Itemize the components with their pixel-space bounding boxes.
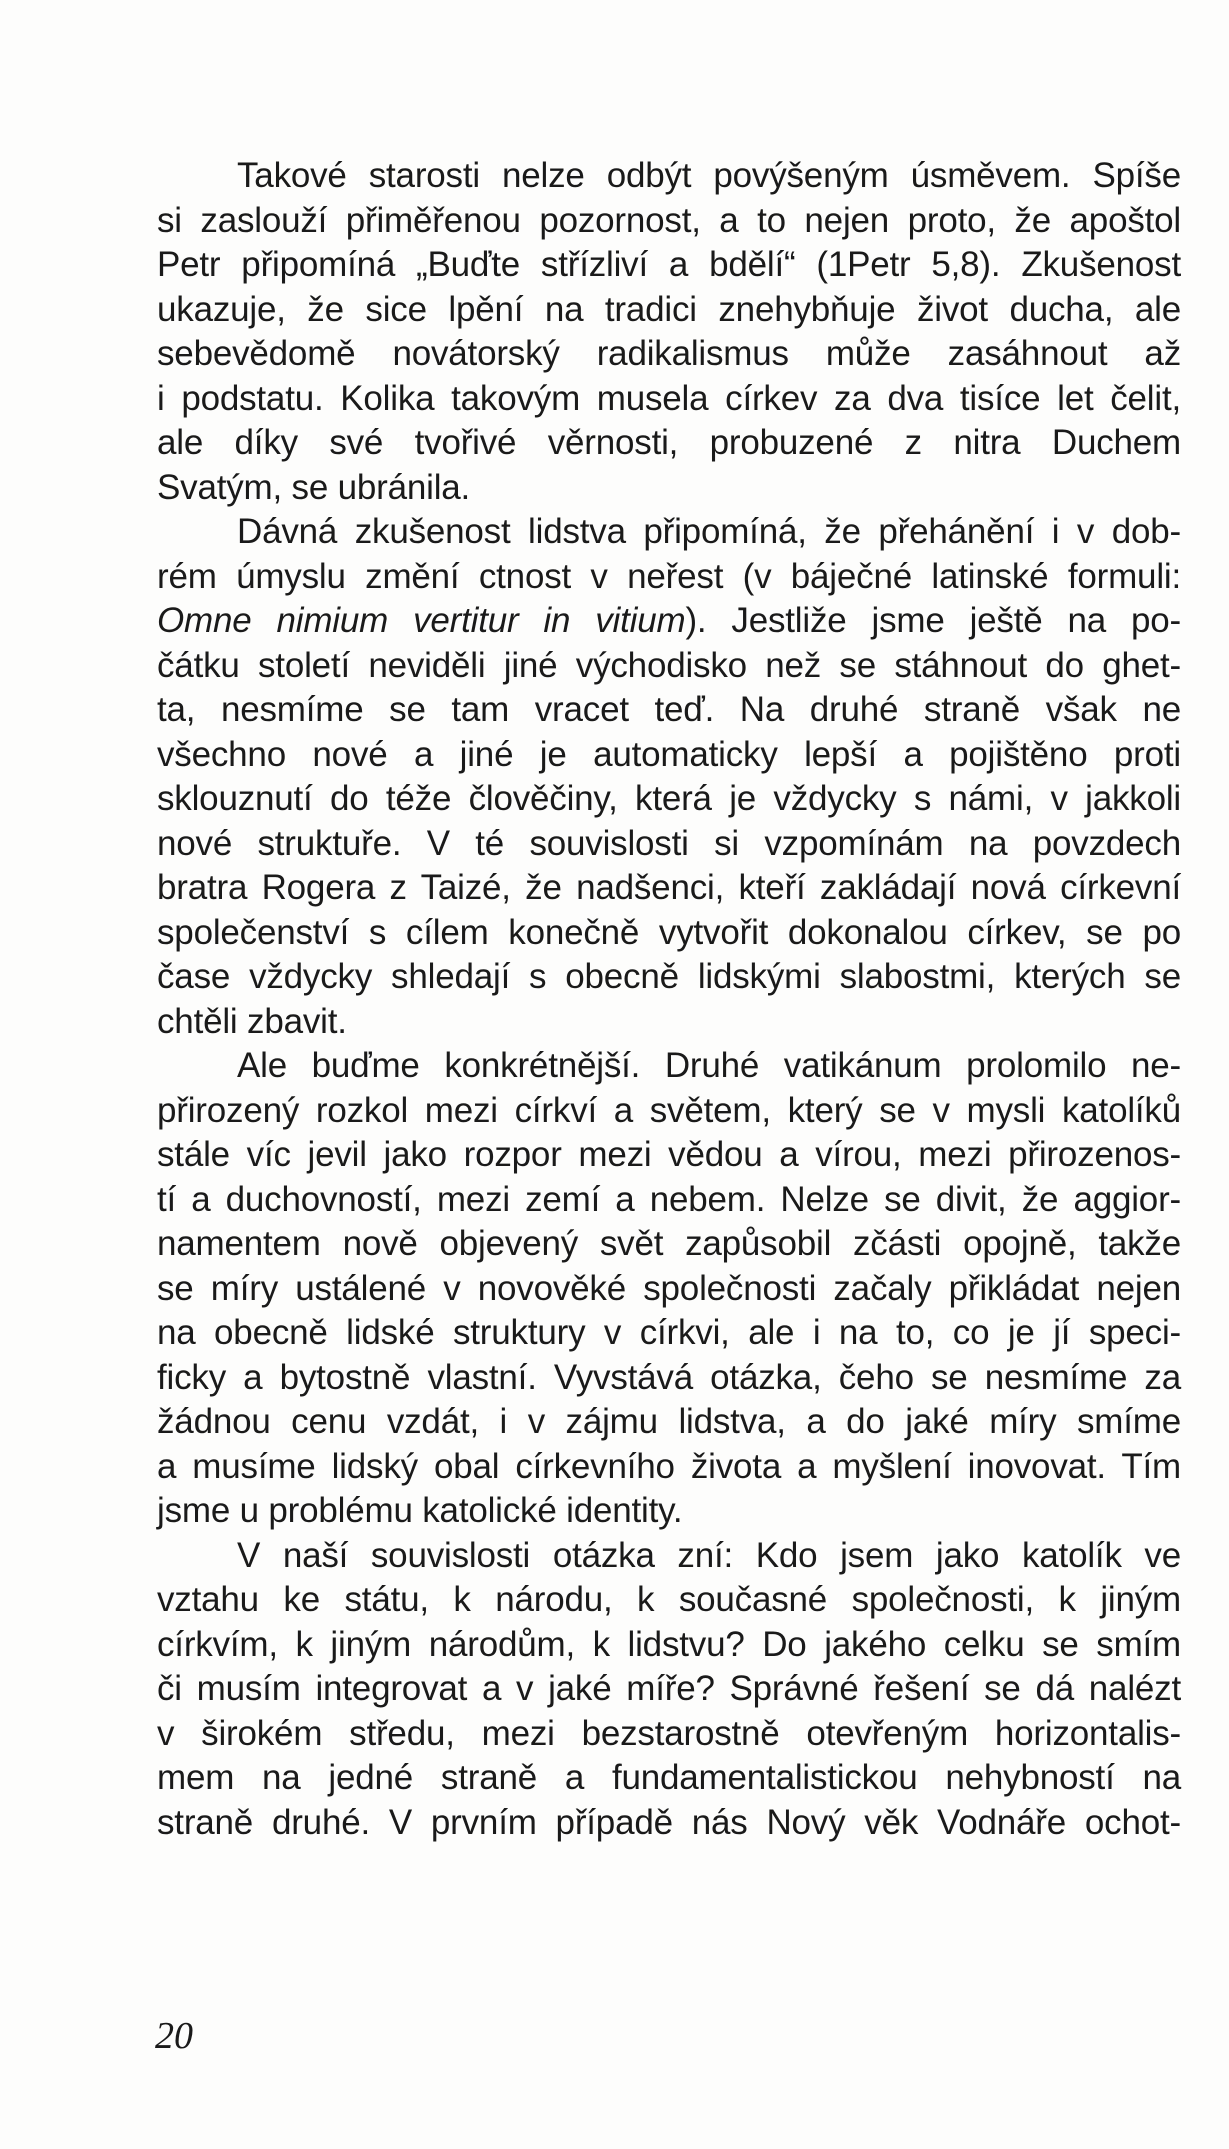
text-line: Ale buďme konkrétnější. Druhé vatikánum prolomilo ne- [237,1046,1181,1085]
text-line: V naší souvislosti otázka zní: Kdo jsem jako katolík ve [237,1535,1181,1575]
text-line: nové struktuře. V té souvislosti si vzpomínám na povzdech [157,823,1181,863]
text-line: rém úmyslu změní ctnost v neřest (v báječné latinské formuli: [157,556,1181,596]
text-line: sebevědomě novátorský radikalismus může zasáhnout až [157,334,1181,373]
text-line: namentem nově objevený svět zapůsobil zčásti opojně, takže [157,1224,1181,1263]
text-line: ukazuje, že sice lpění na tradici znehybňuje život ducha, ale [157,289,1181,329]
text-line: si zaslouží přiměřenou pozornost, a to nejen proto, že apoštol [157,200,1181,240]
text-line: i podstatu. Kolika takovým musela církev za dva tisíce let čelit, [157,378,1181,418]
text-line: ficky a bytostně vlastní. Vyvstává otázka, čeho se nesmíme za [157,1357,1181,1397]
text-line: ale díky své tvořivé věrnosti, probuzené z nitra Duchem [157,423,1181,462]
text-line: a musíme lidský obal církevního života a myšlení inovovat. Tím [157,1446,1181,1486]
text-line: se míry ustálené v novověké společnosti začaly přikládat nejen [157,1268,1181,1308]
text-line: přirozený rozkol mezi církví a světem, který se v mysli katolíků [157,1090,1181,1130]
text-line: na obecně lidské struktury v církvi, ale i na to, co je jí speci- [157,1313,1181,1352]
text-line: sklouznutí do téže člověčiny, která je vždycky s námi, v jakkoli [157,779,1181,818]
text-line: chtěli zbavit. [157,1001,347,1041]
page-number: 20 [155,2015,193,2057]
text-line: mem na jedné straně a fundamentalistickou nehybností na [157,1758,1181,1797]
text-line: straně druhé. V prvním případě nás Nový věk Vodnáře ochot- [157,1802,1181,1842]
text-line-mixed [157,599,1181,644]
text-line: Svatým, se ubránila. [157,467,471,507]
body-text [157,154,1181,1845]
text-line: všechno nové a jiné je automaticky lepší a pojištěno proti [157,734,1181,774]
text-line: společenství s cílem konečně vytvořit dokonalou církev, se po [157,912,1181,952]
latin-phrase: Omne nimium vertitur in vitium [157,601,686,640]
text-line: žádnou cenu vzdát, i v zájmu lidstva, a do jaké míry smíme [157,1402,1181,1441]
text-line: stále víc jevil jako rozpor mezi vědou a vírou, mezi přirozenos- [157,1135,1181,1174]
text-line: tí a duchovností, mezi zemí a nebem. Nelze se divit, že aggior- [157,1179,1181,1219]
text-line: ta, nesmíme se tam vracet teď. Na druhé straně však ne [157,690,1181,729]
text-line: čátku století neviděli jiné východisko než se stáhnout do ghet- [157,645,1181,685]
text-line: církvím, k jiným národům, k lidstvu? Do jakého celku se smím [157,1624,1181,1664]
text-line: Dávná zkušenost lidstva připomíná, že přehánění i v dob- [237,512,1181,551]
text-line: Petr připomíná „Buďte střízliví a bdělí“ (1Petr 5,8). Zkušenost [157,245,1181,284]
text-line: vztahu ke státu, k národu, k současné společnosti, k jiným [157,1580,1181,1619]
text-line-rest: ). Jestliže jsme ještě na po- [685,601,1181,640]
text-line: čase vždycky shledají s obecně lidskými slabostmi, kterých se [157,957,1181,996]
text-line: bratra Rogera z Taizé, že nadšenci, kteří zakládají nová církevní [157,868,1181,907]
text-line: Takové starosti nelze odbýt povýšeným úsměvem. Spíše [237,156,1181,195]
text-line: v širokém středu, mezi bezstarostně otevřeným horizontalis- [157,1713,1181,1753]
text-line: či musím integrovat a v jaké míře? Správné řešení se dá nalézt [157,1669,1181,1708]
text-line: jsme u problému katolické identity. [157,1491,683,1530]
